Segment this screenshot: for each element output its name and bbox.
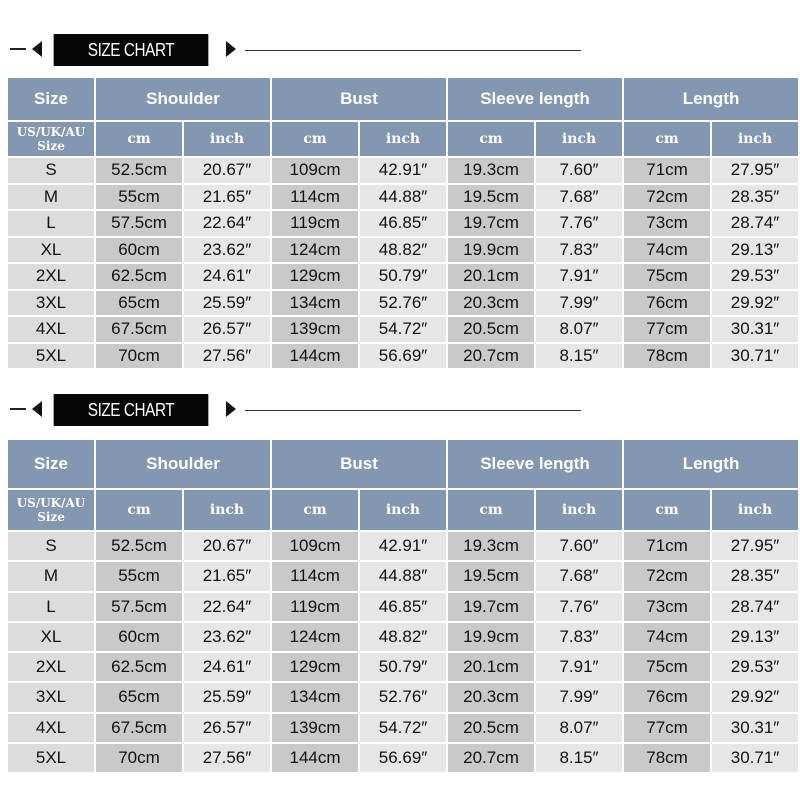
- shoulder-cm-cell: 57.5cm: [96, 211, 182, 236]
- sleeve-length-cm-cell: 20.1cm: [448, 653, 534, 681]
- shoulder-inch-cell: 27.56″: [184, 744, 270, 772]
- unit-header-row: [8, 490, 798, 530]
- unit-header-length-inch: inch: [712, 490, 798, 530]
- banner-ribbon-left: [32, 401, 42, 417]
- sleeve-length-inch-cell: 7.68″: [536, 185, 622, 210]
- sleeve-length-cm-cell: 20.1cm: [448, 264, 534, 289]
- sleeve-length-inch-cell: 7.60″: [536, 158, 622, 183]
- shoulder-inch-cell: 23.62″: [184, 623, 270, 651]
- size-system-label: US/UK/AU Size: [8, 490, 94, 530]
- bust-cm-cell: 109cm: [272, 532, 358, 560]
- unit-header-bust-cm: cm: [272, 490, 358, 530]
- unit-header-bust-cm: cm: [272, 122, 358, 156]
- sleeve-length-cm-cell: 19.7cm: [448, 211, 534, 236]
- length-inch-cell: 28.35″: [712, 562, 798, 590]
- sleeve-length-inch-cell: 8.15″: [536, 344, 622, 369]
- bust-cm-cell: 134cm: [272, 683, 358, 711]
- length-cm-cell: 76cm: [624, 683, 710, 711]
- unit-header-shoulder-cm: cm: [96, 490, 182, 530]
- bust-cm-cell: 124cm: [272, 623, 358, 651]
- group-header-shoulder: Shoulder: [96, 78, 270, 120]
- shoulder-inch-cell: 20.67″: [184, 532, 270, 560]
- sleeve-length-inch-cell: 7.99″: [536, 291, 622, 316]
- unit-header-length-cm: cm: [624, 122, 710, 156]
- sleeve-length-cm-cell: 20.7cm: [448, 744, 534, 772]
- sleeve-length-cm-cell: 19.9cm: [448, 238, 534, 263]
- group-header-sleeve-length: Sleeve length: [448, 78, 622, 120]
- size-chart-banner: SIZE CHART: [54, 394, 209, 426]
- sleeve-length-cm-cell: 19.3cm: [448, 532, 534, 560]
- sleeve-length-inch-cell: 8.07″: [536, 714, 622, 742]
- sleeve-length-cm-cell: 20.7cm: [448, 344, 534, 369]
- shoulder-cm-cell: 55cm: [96, 185, 182, 210]
- shoulder-inch-cell: 25.59″: [184, 291, 270, 316]
- table-row: [8, 683, 798, 711]
- shoulder-cm-cell: 62.5cm: [96, 264, 182, 289]
- bust-inch-cell: 56.69″: [360, 344, 446, 369]
- size-system-label: US/UK/AU Size: [8, 122, 94, 156]
- shoulder-inch-cell: 25.59″: [184, 683, 270, 711]
- shoulder-cm-cell: 70cm: [96, 744, 182, 772]
- length-cm-cell: 71cm: [624, 532, 710, 560]
- length-cm-cell: 78cm: [624, 744, 710, 772]
- length-cm-cell: 78cm: [624, 344, 710, 369]
- size-label: M: [8, 562, 94, 590]
- length-cm-cell: 77cm: [624, 714, 710, 742]
- sleeve-length-inch-cell: 7.76″: [536, 211, 622, 236]
- length-inch-cell: 29.92″: [712, 291, 798, 316]
- bust-inch-cell: 46.85″: [360, 211, 446, 236]
- shoulder-inch-cell: 21.65″: [184, 562, 270, 590]
- bust-cm-cell: 144cm: [272, 344, 358, 369]
- sleeve-length-cm-cell: 20.3cm: [448, 683, 534, 711]
- shoulder-inch-cell: 27.56″: [184, 344, 270, 369]
- unit-header-shoulder-cm: cm: [96, 122, 182, 156]
- shoulder-inch-cell: 22.64″: [184, 593, 270, 621]
- unit-header-bust-inch: inch: [360, 490, 446, 530]
- banner-ribbon-right: [226, 401, 236, 417]
- shoulder-cm-cell: 65cm: [96, 291, 182, 316]
- size-label: 2XL: [8, 264, 94, 289]
- shoulder-inch-cell: 20.67″: [184, 158, 270, 183]
- bust-cm-cell: 134cm: [272, 291, 358, 316]
- sleeve-length-inch-cell: 7.68″: [536, 562, 622, 590]
- length-inch-cell: 29.53″: [712, 653, 798, 681]
- shoulder-cm-cell: 60cm: [96, 238, 182, 263]
- bust-cm-cell: 129cm: [272, 653, 358, 681]
- shoulder-inch-cell: 23.62″: [184, 238, 270, 263]
- bust-inch-cell: 48.82″: [360, 238, 446, 263]
- length-inch-cell: 27.95″: [712, 532, 798, 560]
- group-header-row: [8, 440, 798, 488]
- size-label: 5XL: [8, 744, 94, 772]
- shoulder-inch-cell: 24.61″: [184, 264, 270, 289]
- bust-inch-cell: 42.91″: [360, 158, 446, 183]
- shoulder-inch-cell: 24.61″: [184, 653, 270, 681]
- length-cm-cell: 71cm: [624, 158, 710, 183]
- bust-inch-cell: 52.76″: [360, 291, 446, 316]
- length-inch-cell: 29.13″: [712, 623, 798, 651]
- bust-inch-cell: 54.72″: [360, 714, 446, 742]
- bust-cm-cell: 119cm: [272, 593, 358, 621]
- bust-inch-cell: 52.76″: [360, 683, 446, 711]
- bust-cm-cell: 114cm: [272, 562, 358, 590]
- length-inch-cell: 30.71″: [712, 744, 798, 772]
- size-label: S: [8, 158, 94, 183]
- table-row: [8, 562, 798, 590]
- length-cm-cell: 74cm: [624, 623, 710, 651]
- shoulder-cm-cell: 52.5cm: [96, 532, 182, 560]
- length-cm-cell: 75cm: [624, 264, 710, 289]
- group-header-length: Length: [624, 440, 798, 488]
- group-header-sleeve-length: Sleeve length: [448, 440, 622, 488]
- shoulder-cm-cell: 57.5cm: [96, 593, 182, 621]
- unit-header-sleeve-length-inch: inch: [536, 122, 622, 156]
- group-header-shoulder: Shoulder: [96, 440, 270, 488]
- shoulder-cm-cell: 65cm: [96, 683, 182, 711]
- bust-inch-cell: 46.85″: [360, 593, 446, 621]
- sleeve-length-cm-cell: 19.9cm: [448, 623, 534, 651]
- bust-cm-cell: 119cm: [272, 211, 358, 236]
- length-cm-cell: 77cm: [624, 317, 710, 342]
- size-chart-table: [6, 438, 800, 774]
- unit-header-length-cm: cm: [624, 490, 710, 530]
- size-label: 4XL: [8, 714, 94, 742]
- length-inch-cell: 27.95″: [712, 158, 798, 183]
- size-label: M: [8, 185, 94, 210]
- group-header-size: Size: [8, 440, 94, 488]
- table-row: [8, 532, 798, 560]
- length-inch-cell: 30.31″: [712, 714, 798, 742]
- size-chart-banner: SIZE CHART: [54, 34, 209, 66]
- unit-header-sleeve-length-cm: cm: [448, 122, 534, 156]
- size-label: 4XL: [8, 317, 94, 342]
- shoulder-cm-cell: 60cm: [96, 623, 182, 651]
- length-inch-cell: 28.74″: [712, 211, 798, 236]
- sleeve-length-inch-cell: 7.76″: [536, 593, 622, 621]
- length-inch-cell: 28.35″: [712, 185, 798, 210]
- length-cm-cell: 73cm: [624, 211, 710, 236]
- bust-cm-cell: 144cm: [272, 744, 358, 772]
- length-inch-cell: 30.71″: [712, 344, 798, 369]
- sleeve-length-inch-cell: 7.60″: [536, 532, 622, 560]
- unit-header-shoulder-inch: inch: [184, 490, 270, 530]
- sleeve-length-cm-cell: 20.5cm: [448, 317, 534, 342]
- table-row: [8, 623, 798, 651]
- unit-header-sleeve-length-inch: inch: [536, 490, 622, 530]
- length-cm-cell: 72cm: [624, 185, 710, 210]
- bust-cm-cell: 139cm: [272, 317, 358, 342]
- bust-inch-cell: 48.82″: [360, 623, 446, 651]
- size-label: L: [8, 211, 94, 236]
- bust-inch-cell: 44.88″: [360, 562, 446, 590]
- length-cm-cell: 76cm: [624, 291, 710, 316]
- shoulder-inch-cell: 26.57″: [184, 317, 270, 342]
- bust-inch-cell: 56.69″: [360, 744, 446, 772]
- bust-cm-cell: 129cm: [272, 264, 358, 289]
- size-label: 3XL: [8, 291, 94, 316]
- sleeve-length-inch-cell: 8.07″: [536, 317, 622, 342]
- bust-cm-cell: 114cm: [272, 185, 358, 210]
- bust-cm-cell: 109cm: [272, 158, 358, 183]
- size-chart-title-row: [0, 394, 800, 434]
- bust-cm-cell: 124cm: [272, 238, 358, 263]
- bust-inch-cell: 50.79″: [360, 264, 446, 289]
- size-label: XL: [8, 238, 94, 263]
- unit-header-bust-inch: inch: [360, 122, 446, 156]
- sleeve-length-inch-cell: 7.99″: [536, 683, 622, 711]
- group-header-bust: Bust: [272, 78, 446, 120]
- length-inch-cell: 29.53″: [712, 264, 798, 289]
- shoulder-inch-cell: 26.57″: [184, 714, 270, 742]
- length-inch-cell: 29.13″: [712, 238, 798, 263]
- unit-header-shoulder-inch: inch: [184, 122, 270, 156]
- length-cm-cell: 73cm: [624, 593, 710, 621]
- sleeve-length-cm-cell: 19.5cm: [448, 185, 534, 210]
- shoulder-cm-cell: 62.5cm: [96, 653, 182, 681]
- bust-inch-cell: 50.79″: [360, 653, 446, 681]
- title-dash: [10, 408, 26, 410]
- shoulder-cm-cell: 67.5cm: [96, 317, 182, 342]
- length-inch-cell: 30.31″: [712, 317, 798, 342]
- sleeve-length-inch-cell: 7.83″: [536, 623, 622, 651]
- table-row: [8, 714, 798, 742]
- table-row: [8, 653, 798, 681]
- size-label: 5XL: [8, 344, 94, 369]
- size-label: L: [8, 593, 94, 621]
- length-inch-cell: 29.92″: [712, 683, 798, 711]
- size-label: 3XL: [8, 683, 94, 711]
- sleeve-length-cm-cell: 20.3cm: [448, 291, 534, 316]
- bust-inch-cell: 54.72″: [360, 317, 446, 342]
- shoulder-inch-cell: 21.65″: [184, 185, 270, 210]
- length-cm-cell: 74cm: [624, 238, 710, 263]
- length-inch-cell: 28.74″: [712, 593, 798, 621]
- bust-inch-cell: 44.88″: [360, 185, 446, 210]
- shoulder-inch-cell: 22.64″: [184, 211, 270, 236]
- unit-header-length-inch: inch: [712, 122, 798, 156]
- sleeve-length-inch-cell: 7.91″: [536, 653, 622, 681]
- group-header-bust: Bust: [272, 440, 446, 488]
- bust-inch-cell: 42.91″: [360, 532, 446, 560]
- shoulder-cm-cell: 55cm: [96, 562, 182, 590]
- group-header-length: Length: [624, 78, 798, 120]
- sleeve-length-inch-cell: 8.15″: [536, 744, 622, 772]
- shoulder-cm-cell: 67.5cm: [96, 714, 182, 742]
- size-label: S: [8, 532, 94, 560]
- sleeve-length-inch-cell: 7.91″: [536, 264, 622, 289]
- table-row: [8, 593, 798, 621]
- unit-header-sleeve-length-cm: cm: [448, 490, 534, 530]
- size-label: XL: [8, 623, 94, 651]
- length-cm-cell: 72cm: [624, 562, 710, 590]
- shoulder-cm-cell: 70cm: [96, 344, 182, 369]
- table-row: [8, 744, 798, 772]
- sleeve-length-inch-cell: 7.83″: [536, 238, 622, 263]
- sleeve-length-cm-cell: 19.3cm: [448, 158, 534, 183]
- bust-cm-cell: 139cm: [272, 714, 358, 742]
- sleeve-length-cm-cell: 20.5cm: [448, 714, 534, 742]
- length-cm-cell: 75cm: [624, 653, 710, 681]
- sleeve-length-cm-cell: 19.7cm: [448, 593, 534, 621]
- group-header-size: Size: [8, 78, 94, 120]
- title-rule: [245, 410, 581, 411]
- sleeve-length-cm-cell: 19.5cm: [448, 562, 534, 590]
- shoulder-cm-cell: 52.5cm: [96, 158, 182, 183]
- size-label: 2XL: [8, 653, 94, 681]
